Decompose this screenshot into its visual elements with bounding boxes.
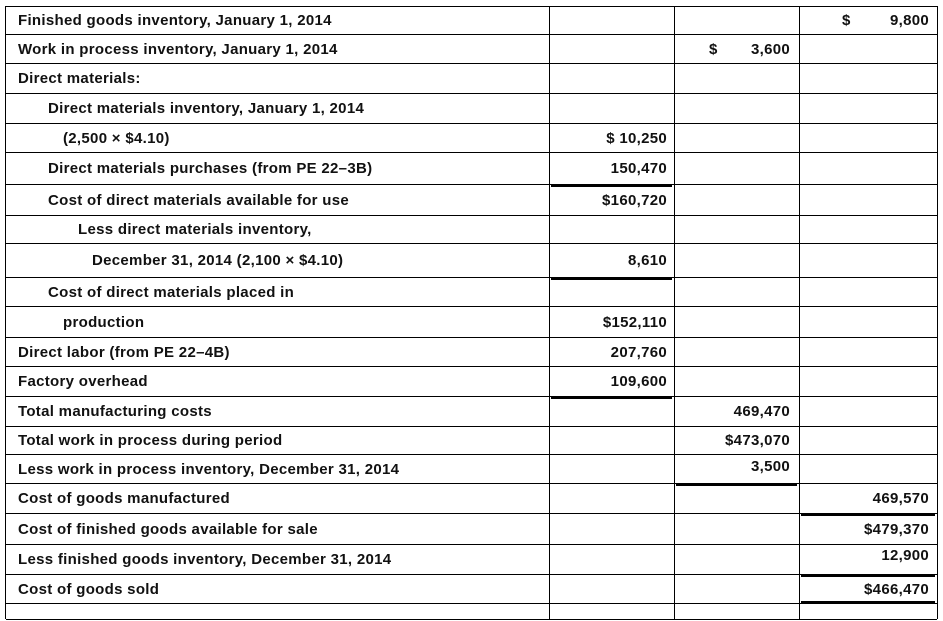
amount-col3: [799, 367, 937, 396]
amount-col3: [799, 278, 937, 306]
amount-col2: [674, 338, 799, 366]
sum-underline: [551, 397, 672, 399]
schedule-row: [6, 7, 937, 35]
schedule-row: [6, 427, 937, 455]
amount-col1: [549, 455, 674, 483]
schedule-row: [6, 244, 937, 278]
amount-col3: [799, 64, 937, 93]
cost-of-goods-sold-schedule: [5, 6, 938, 619]
row-label: production: [63, 313, 145, 331]
row-label: Direct materials inventory, January 1, 2014: [48, 100, 365, 117]
schedule-row: [6, 397, 937, 427]
row-label: Less work in process inventory, December 31, 2014: [18, 460, 400, 478]
schedule-row: [6, 185, 937, 216]
amount-col1: [549, 278, 674, 306]
row-label: (2,500 × $4.10): [63, 129, 170, 147]
sum-underline: [551, 278, 672, 280]
amount-col1: [549, 7, 674, 34]
amount-value: 3,600: [750, 40, 790, 58]
schedule-row: [6, 94, 937, 124]
amount-col3: [799, 7, 937, 34]
row-label: Cost of direct materials placed in: [48, 283, 295, 301]
amount-col2: [674, 7, 799, 34]
amount-col1: $152,110: [602, 313, 667, 331]
amount-col3: [799, 397, 937, 426]
amount-col3: [799, 455, 937, 483]
amount-col1: 207,760: [610, 343, 667, 361]
sum-underline: [801, 514, 935, 516]
amount-col2: 3,500: [750, 458, 790, 475]
amount-col1: [549, 64, 674, 93]
schedule-row: [6, 307, 937, 338]
row-label: Direct materials:: [18, 70, 141, 87]
amount-col2: 469,470: [733, 403, 790, 420]
amount-col1: [549, 484, 674, 513]
currency-sign: $: [709, 40, 718, 58]
amount-col1: 8,610: [627, 252, 667, 269]
amount-col3: 12,900: [881, 547, 929, 564]
amount-col3: [799, 427, 937, 454]
currency-sign: $: [842, 12, 851, 29]
schedule-row: [6, 455, 937, 484]
amount-col1: $160,720: [602, 191, 667, 209]
amount-col1: 150,470: [610, 160, 667, 177]
amount-col2: [674, 307, 799, 337]
row-label: Total manufacturing costs: [18, 403, 212, 420]
sum-underline: [676, 484, 797, 486]
amount-col3: [799, 94, 937, 123]
row-label: Cost of goods sold: [18, 580, 160, 598]
row-label: Direct materials purchases (from PE 22–3B): [48, 160, 373, 177]
amount-col2: [674, 575, 799, 603]
schedule-row: [6, 338, 937, 367]
row-label: Direct labor (from PE 22–4B): [18, 343, 230, 361]
schedule-row: [6, 545, 937, 575]
schedule-row: [6, 278, 937, 307]
amount-col1: [549, 427, 674, 454]
amount-col2: [674, 94, 799, 123]
amount-col2: [674, 514, 799, 544]
amount-col3: [799, 216, 937, 243]
amount-col2: [674, 545, 799, 574]
amount-col1: [549, 94, 674, 123]
sum-underline: [801, 575, 935, 577]
row-label: [6, 604, 549, 619]
amount-col3: [799, 244, 937, 277]
amount-col1: [549, 514, 674, 544]
row-label: Less direct materials inventory,: [78, 221, 312, 238]
amount-col3: $479,370: [864, 520, 929, 538]
row-label: Cost of direct materials available for use: [48, 191, 350, 209]
row-label: Finished goods inventory, January 1, 2014: [18, 12, 332, 29]
amount-col1: 109,600: [610, 373, 667, 390]
amount-col1: [549, 35, 674, 63]
row-label: Cost of goods manufactured: [18, 490, 230, 507]
amount-col2: $473,070: [725, 432, 790, 449]
amount-col3: [799, 124, 937, 152]
schedule-row: [6, 514, 937, 545]
row-label: Work in process inventory, January 1, 2014: [18, 40, 338, 58]
amount-col3: [799, 35, 937, 63]
schedule-row: [6, 35, 937, 64]
amount-col2: [674, 153, 799, 184]
amount-col3: [799, 153, 937, 184]
amount-col1: [549, 545, 674, 574]
sum-underline: [551, 185, 672, 187]
schedule-row: [6, 124, 937, 153]
amount-col2: [674, 367, 799, 396]
row-label: December 31, 2014 (2,100 × $4.10): [92, 252, 344, 269]
schedule-row: [6, 367, 937, 397]
amount-col2: [674, 244, 799, 277]
amount-col2: [674, 124, 799, 152]
amount-col3: 469,570: [872, 490, 929, 507]
amount-col2: [674, 185, 799, 215]
amount-col1: [549, 216, 674, 243]
schedule-row: [6, 575, 937, 604]
amount-col2: [674, 35, 799, 63]
amount-col2: [674, 278, 799, 306]
amount-col3: [799, 307, 937, 337]
amount-col2: [674, 216, 799, 243]
amount-col1: $ 10,250: [606, 129, 667, 147]
amount-col3: $466,470: [864, 580, 929, 598]
amount-value: 9,800: [889, 12, 929, 29]
schedule-row: [6, 604, 937, 620]
schedule-row: [6, 153, 937, 185]
amount-col1: [549, 397, 674, 426]
row-label: Factory overhead: [18, 373, 148, 390]
amount-col3: [799, 185, 937, 215]
row-label: Total work in process during period: [18, 432, 283, 449]
schedule-row: [6, 64, 937, 94]
amount-col3: [799, 338, 937, 366]
schedule-row: [6, 216, 937, 244]
amount-col1: [549, 575, 674, 603]
row-label: Cost of finished goods available for sale: [18, 520, 318, 538]
row-label: Less finished goods inventory, December 31, 2014: [18, 551, 392, 568]
amount-col2: [674, 484, 799, 513]
schedule-row: [6, 484, 937, 514]
amount-col2: [674, 64, 799, 93]
